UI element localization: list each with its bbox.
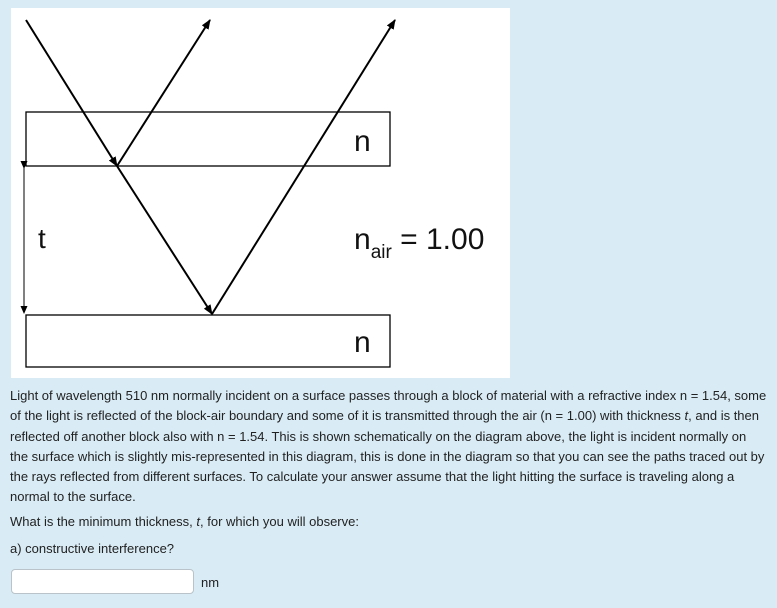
top-block-label: n [354,125,371,158]
subquestion-a: a) constructive interference? [10,541,175,556]
answer-unit: nm [201,575,220,590]
reflected-ray-top [117,20,210,166]
question-prompt [10,514,359,529]
thin-film-diagram [11,8,510,378]
gap-label-base: n [354,223,371,256]
bottom-block [26,315,390,367]
incident-ray [26,20,117,166]
transmitted-ray [117,166,212,314]
question-text-1: What is the minimum thickness, [10,514,197,529]
thickness-label: t [38,223,46,254]
question-text-2: , for which you will observe: [200,514,359,529]
gap-label-subscript: air [370,242,392,263]
bottom-block-label: n [354,326,371,359]
gap-refractive-index-label [354,223,484,263]
problem-var-t: t [684,408,689,424]
answer-input[interactable] [11,569,194,594]
top-block [26,112,390,166]
reflected-ray-bottom [212,20,395,314]
problem-text-1: Light of wavelength 510 nm normally incident on a surface passes through a block of material with a refractive index n = 1.54, some of the light is reflected of the block-air boundary and some of it is transmitted through the air (n = 1.00) with thickness [10,388,767,424]
diagram-svg [11,8,510,378]
problem-description [10,386,767,508]
question-var-t: t [196,514,201,529]
problem-text-2: , and is then reflected off another block also with n = 1.54. This is shown schematically on the diagram above, the light is incident normally on the surface which is slightly mis-represented in this diagram, this is done in the diagram so that you can see the paths traced out by the rays reflected from different surfaces. To calculate your answer assume that the light hitting the surface is traveling along a normal to the surface. [10,408,765,505]
gap-label-value: = 1.00 [391,223,485,256]
